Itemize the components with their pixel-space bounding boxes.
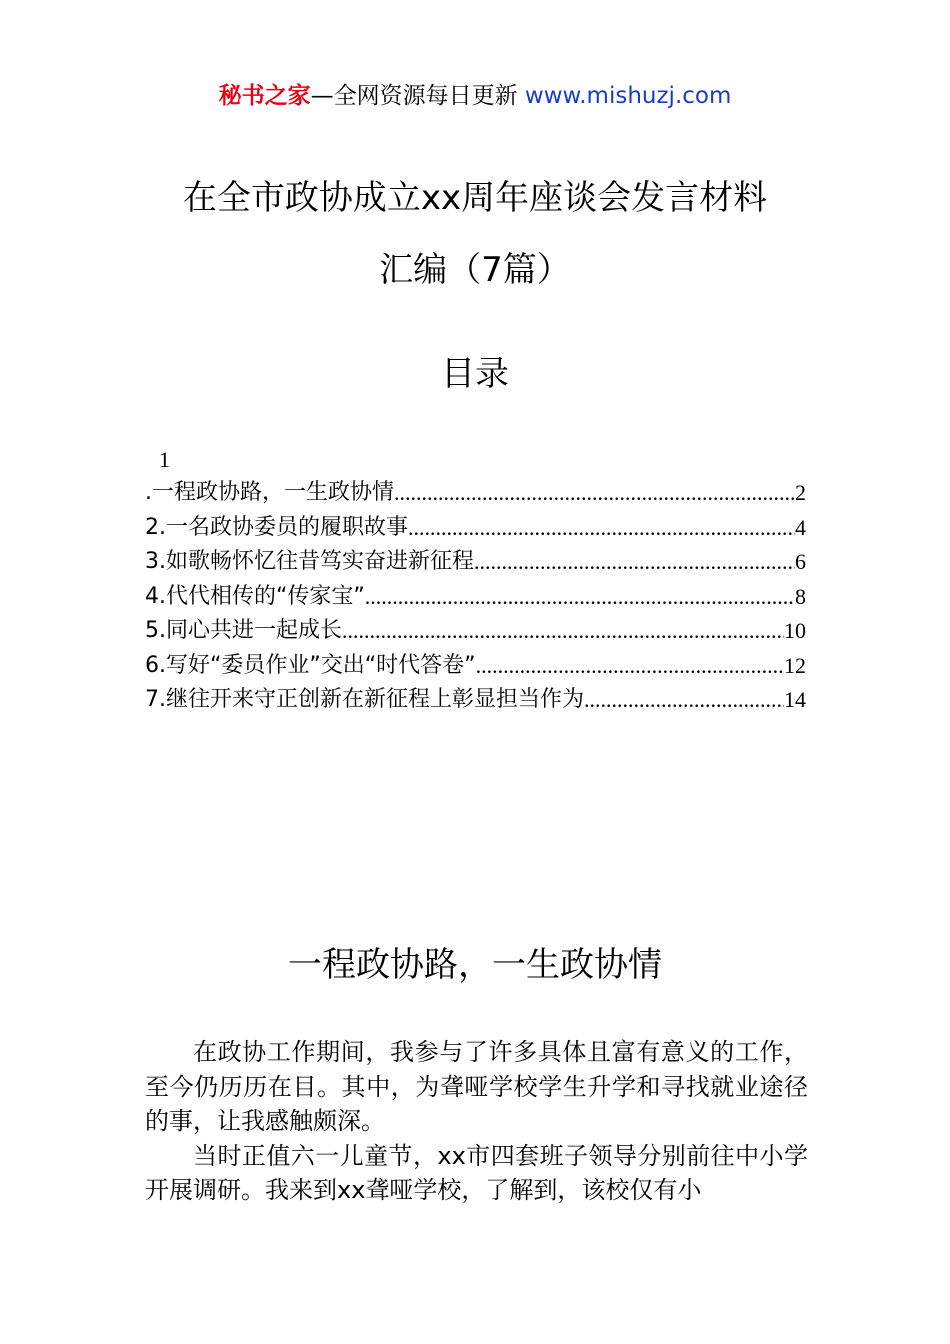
body-paragraph: 当时正值六一儿童节，xx市四套班子领导分别前往中小学开展调研。我来到xx聋哑学校，了解到，该校仅有小 <box>145 1141 808 1204</box>
toc-entry-label: 6.写好“委员作业”交出“时代答卷” <box>145 652 476 678</box>
site-header <box>0 80 950 112</box>
toc-entry-page: 2 <box>795 480 806 505</box>
toc-dot-leader <box>342 614 784 649</box>
toc-dot-leader <box>584 683 784 718</box>
toc-entry-page: 4 <box>795 514 806 540</box>
section-body <box>145 1035 808 1208</box>
toc-entry-page: 8 <box>795 583 806 609</box>
toc-entry[interactable] <box>145 545 806 580</box>
doc-title-line1: 在全市政协成立xx周年座谈会发言材料 <box>182 178 768 218</box>
table-of-contents <box>145 444 806 718</box>
toc-heading: 目录 <box>441 354 509 394</box>
toc-entry-label: 2.一名政协委员的履职故事 <box>145 514 408 540</box>
toc-entry[interactable] <box>145 614 806 649</box>
toc-entry-page: 14 <box>784 687 806 712</box>
toc-entry-page: 10 <box>784 618 806 643</box>
toc-dot-leader <box>476 649 784 684</box>
site-url-link[interactable]: www.mishuzj.com <box>524 83 732 109</box>
toc-entry-label: .一程政协路，一生政协情 <box>145 480 394 505</box>
body-paragraph: 在政协工作期间，我参与了许多具体且富有意义的工作，至今仍历历在目。其中，为聋哑学校学生升学和寻找就业途径的事，让我感触颇深。 <box>145 1038 808 1135</box>
brand-name: 秘书之家 <box>218 83 311 109</box>
toc-entry[interactable] <box>145 476 806 511</box>
toc-entry-label: 5.同心共进一起成长 <box>145 618 342 643</box>
toc-dot-leader <box>394 476 795 511</box>
toc-entry-page: 6 <box>795 549 806 574</box>
toc-dot-leader <box>474 545 795 580</box>
toc-first-number: 1 <box>159 447 170 472</box>
toc-entry[interactable] <box>145 580 806 615</box>
toc-entry-label: 3.如歌畅怀忆往昔笃实奋进新征程 <box>145 549 474 574</box>
header-tagline: —全网资源每日更新 <box>310 83 518 109</box>
toc-entry-page: 12 <box>784 652 806 678</box>
doc-title-line2: 汇编（7篇） <box>379 250 571 290</box>
toc-entry[interactable] <box>145 649 806 684</box>
toc-entry[interactable] <box>145 511 806 546</box>
toc-dot-leader <box>408 511 795 546</box>
toc-entry-label: 4.代代相传的“传家宝” <box>145 583 365 609</box>
toc-entry-label: 7.继往开来守正创新在新征程上彰显担当作为 <box>145 687 584 712</box>
toc-entry[interactable] <box>145 683 806 718</box>
toc-dot-leader <box>365 580 795 615</box>
section-heading: 一程政协路，一生政协情 <box>288 945 662 985</box>
